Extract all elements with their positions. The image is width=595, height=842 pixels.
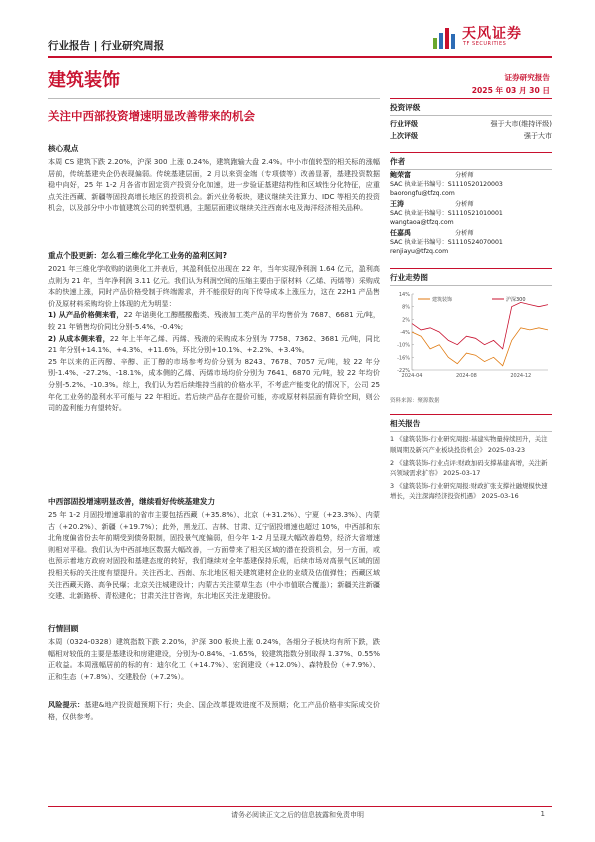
- core-view-section: [48, 143, 380, 214]
- trend-block: [390, 268, 552, 404]
- section2-text: 25 年 1-2 月固投增速靠前的省市主要包括西藏（+35.8%）、北京（+31.2%）、宁夏（+23.3%）、内蒙古（+20.2%）、新疆（+19.7%）；此外，黑龙江、吉林、甘肃、辽宁固投增速也超过 10%，中西部和东北角度偏省份去年前期受到债务限制，固投景气度偏弱，但今年 1-2 月呈现大幅改善趋势，经济大省增速则相对平稳。我们认为中西部地区数据大幅改善，一方面带来了相关区域的潜在投资机会，另一方面，或也预示着地方政府对固投和基建态度的转好，我们继续对全年基建保持乐观，后续市场对高景气区域的固投相关标的关注度有望提升。关注西北、西南、东北地区相关建筑建材企业的业绩及估值弹性；西藏区域关注西藏天路、高争民爆；北京关注城建设计；内蒙古关注蒙草生态（中小市值联合覆盖）；新疆关注新疆交建、北新路桥、青松建化；甘肃关注甘咨询，东北地区关注龙建股份。: [48, 510, 380, 601]
- report-date: 2025 年 03 月 30 日: [471, 86, 550, 95]
- author-role: 分析师: [455, 172, 474, 180]
- y-tick-label: -10%: [397, 342, 410, 349]
- legend-label-building: 建筑装饰: [432, 296, 453, 303]
- breadcrumb: 行业报告 | 行业研究周报: [48, 40, 165, 52]
- related-report-item[interactable]: [390, 434, 552, 454]
- related-report-date: 2025-03-23: [487, 445, 526, 454]
- bullet2-title: 2) 从成本侧来看，: [48, 333, 110, 343]
- section1-paragraph-2: 25 年以来的正丙醇、辛醇、正丁醇的市场参考均价分别为 8243、7678、7057 元/吨，较 22 年分别-1.4%、-27.2%、-18.1%，成本侧的乙烯、丙烯市场均价分别为 7641、6870 元/吨，较 22 年均价分别-5.2%、-10.3%。综上，我们认为若后续维持当前的价格水平，不考虑产能变化的情况下，公司 25 年化工业务的盈利水平可能与 22 年相近。若后续产品存在提价可能，亦或原材料层面有降价空间，则公司的盈利能力有望转好。: [48, 356, 380, 413]
- section3-text: 本周（0324-0328）建筑指数下跌 2.20%，沪深 300 板块上涨 0.24%，各细分子板块均有所下跌，跌幅相对较低的主要是基建设和房建建设，分别为-0.84%、-1.65%，较建筑指数分别取得 1.37%、0.55%正收益。本周涨幅居前的标的有：迪尔化工（+14.7%）、宏润建设（+12.0%）、森特股份（+7.9%）、正和生态（+7.8%）、交建股份（+7.2%）。: [48, 637, 380, 681]
- x-tick-label: 2024-12: [510, 372, 532, 379]
- section-market-review: [48, 623, 380, 682]
- related-report-item[interactable]: [390, 481, 552, 501]
- author-email[interactable]: wangtaoa@tfzq.com: [390, 219, 454, 227]
- industry-rating-value: 强于大市(维持评级): [490, 119, 552, 128]
- logo-name: 天风证券: [462, 26, 522, 42]
- previous-rating-row: [390, 130, 552, 142]
- sidebar: [390, 98, 552, 502]
- related-report-date: 2025-03-17: [443, 468, 481, 477]
- logo-subtitle: TF SECURITIES: [463, 41, 507, 47]
- y-tick-label: 14%: [398, 291, 410, 298]
- report-type: 证券研究报告: [504, 73, 550, 82]
- header-divider: [48, 56, 552, 58]
- author-name: 鲍荣富: [390, 171, 411, 180]
- author-cert: SAC 执业证书编号：S1110524070001: [390, 239, 503, 247]
- previous-rating-label: 上次评级: [390, 131, 418, 140]
- chart-source: 资料来源：聚源数据: [390, 397, 440, 404]
- x-tick-label: 2024-04: [401, 372, 423, 379]
- page-number: 1: [540, 810, 545, 818]
- section-fixed-investment: [48, 496, 380, 602]
- sector-title: 建筑装饰: [48, 70, 120, 91]
- section1-paragraph-1: 2021 年三维化学收购的诺奥化工并表后，其盈利低位出现在 22 年，当年实现净利润 1.64 亿元，盈利高点则为 21 年，当年净利润 3.11 亿元。我们认为利润空间的压缩主要由于原材料（乙烯、丙烯等）采购成本的快速上涨，同时产品价格受制于终端需求，并不能很好的向下传导成本上涨压力，这在 22H1 产品售价及原材料采购均价上体现的尤为明显：: [48, 264, 380, 308]
- section2-title: 中西部固投增速明显改善，继续看好传统基建发力: [48, 497, 216, 506]
- risk-warning: [48, 699, 380, 722]
- section1-bullet-1: [48, 309, 380, 332]
- author-email[interactable]: baorongfu@tfzq.com: [390, 190, 455, 198]
- author-entry: [390, 200, 552, 227]
- series-line-building: [412, 328, 548, 366]
- footer-disclaimer: 请务必阅读正文之后的信息披露和免责申明: [231, 811, 364, 819]
- bullet1-title: 1) 从产品价格侧来看，: [48, 310, 124, 320]
- related-report-text: 3 《建筑装饰-行业研究周报:财政扩张支撑社融规模快速增长，关注深海经济投资机遇》: [390, 482, 548, 501]
- section3-title: 行情回顾: [48, 624, 79, 633]
- related-title: 相关报告: [390, 418, 421, 428]
- y-tick-label: -22%: [397, 367, 410, 374]
- bullet2-text: 22 年上半年乙烯、丙烯、残液的采购成本分别为 7758、7362、3681 元/吨，同比 21 年分别+14.1%、+4.3%、+11.6%，环比分别+10.1%、+2.2%、+3.4%。: [48, 333, 380, 355]
- risk-text: 基建&地产投资超预期下行；央企、国企改革提效进度不及预期；化工产品价格非实际成交价格，仅供参考。: [48, 700, 381, 721]
- x-tick-label: 2024-08: [455, 372, 477, 379]
- section-stock-update: [48, 250, 380, 414]
- industry-trend-chart: [390, 290, 552, 386]
- industry-rating-label: 行业评级: [390, 119, 418, 128]
- related-report-date: 2025-03-16: [481, 492, 519, 501]
- related-block: [390, 414, 552, 502]
- related-report-item[interactable]: [390, 458, 552, 478]
- author-role: 分析师: [455, 201, 474, 209]
- logo-bars-icon: [432, 25, 458, 51]
- trend-title: 行业走势图: [390, 273, 428, 283]
- author-entry: [390, 171, 552, 198]
- core-view-title: 核心观点: [48, 144, 79, 153]
- risk-title: 风险提示：: [48, 700, 85, 709]
- previous-rating-value: 强于大市: [524, 131, 552, 140]
- author-entry: [390, 229, 552, 256]
- y-tick-label: -16%: [397, 355, 410, 362]
- y-tick-label: -4%: [400, 329, 410, 336]
- headline-top-divider: [48, 98, 380, 99]
- y-tick-label: 8%: [402, 304, 410, 311]
- headline: 关注中西部投资增速明显改善带来的机会: [48, 109, 255, 123]
- bullet1-text: 22 年诺奥化工醇醛酸酯类、残液加工类产品的平均售价为 7687、6681 元/吨，较 21 年销售均价同比分别-5.4%、-0.4%;: [48, 310, 380, 331]
- y-tick-label: 2%: [402, 317, 410, 324]
- authors-title: 作者: [390, 156, 406, 166]
- authors-block: [390, 152, 552, 257]
- legend-label-hs300: 沪深300: [506, 296, 526, 303]
- author-role: 分析师: [455, 230, 474, 238]
- section1-title: 重点个股更新：怎么看三维化学化工业务的盈利区间?: [48, 251, 228, 260]
- series-line-hs300: [412, 302, 548, 349]
- section1-bullet-2: [48, 333, 380, 356]
- rating-block: [390, 98, 552, 142]
- rating-title: 投资评级: [390, 103, 421, 112]
- footer-divider: [48, 806, 552, 807]
- company-logo: [432, 22, 552, 54]
- author-name: 任嘉禹: [390, 229, 411, 238]
- author-email[interactable]: renjiayu@tfzq.com: [390, 248, 449, 256]
- related-report-text: 1 《建筑装饰-行业研究周报:基建实物量持续回升，关注顺周期及新兴产业板块投资机会》: [390, 435, 548, 454]
- author-cert: SAC 执业证书编号：S1110520120003: [390, 181, 503, 189]
- author-cert: SAC 执业证书编号：S1110521010001: [390, 210, 503, 218]
- core-view-text: 本周 CS 建筑下跌 2.20%，沪深 300 上涨 0.24%，建筑跑输大盘 2.4%。中小市值转型的相关标的涨幅居前，传统基建央企仍表现偏弱。传统基建层面，2 月以来资金端（专项债等）改善显著，基建投资数据稳中向好，25 年 1-2 月各省市固定资产投资分化加速，进一步验证基建结构性和区域性分化特征，应重点关注西藏、新疆等固投高增长地区的投资机会。新兴业务板块，建议继续关注算力、IDC 等相关的投资机会，以及部分中小市值建筑公司的转型机遇，主题层面建议继续关注西南水电及海洋经济相关品种。: [48, 157, 380, 213]
- related-report-text: 2 《建筑装饰-行业点评:财政加码支撑基建高增，关注新兴领域需求扩容》: [390, 458, 548, 477]
- author-name: 王涛: [390, 200, 404, 209]
- industry-rating-row: [390, 118, 552, 130]
